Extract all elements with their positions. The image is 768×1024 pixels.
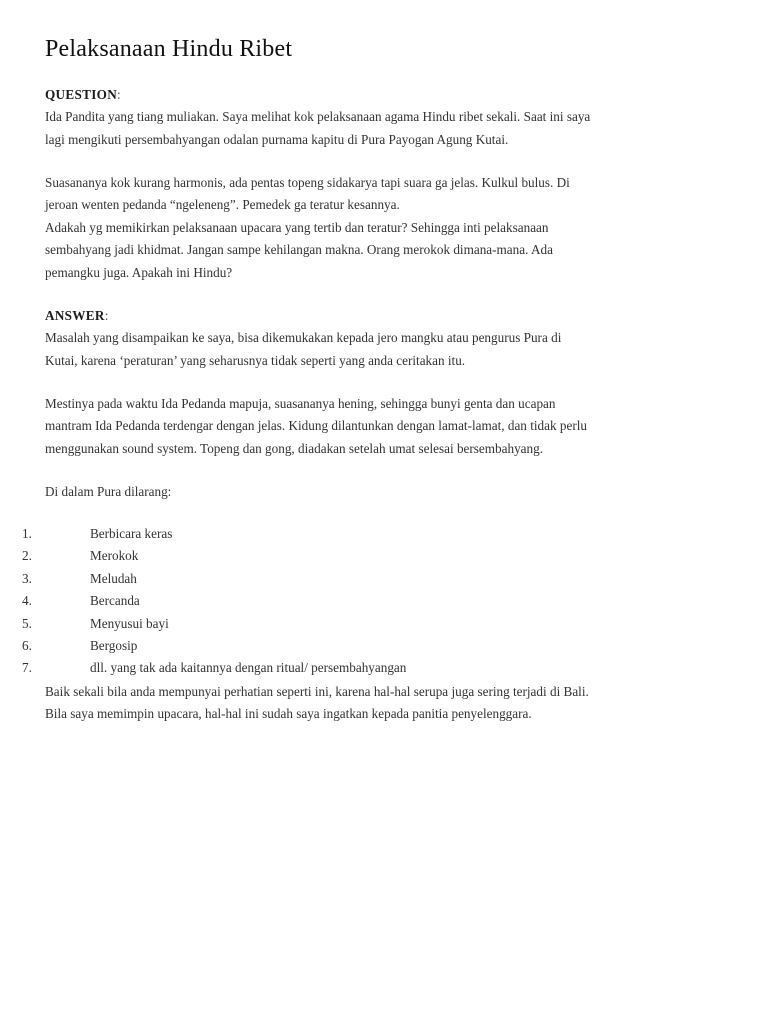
answer-colon: : bbox=[104, 308, 109, 323]
list-number: 4. bbox=[22, 593, 32, 609]
question-line: pemangku juga. Apakah ini Hindu? bbox=[45, 264, 233, 280]
page-title: Pelaksanaan Hindu Ribet bbox=[45, 36, 293, 62]
answer-line: Kutai, karena ‘peraturan’ yang seharusnya tidak seperti yang anda ceritakan itu. bbox=[45, 352, 466, 368]
list-number: 5. bbox=[22, 615, 32, 631]
closing-line: Baik sekali bila anda mempunyai perhatian seperti ini, karena hal-hal serupa juga sering terjadi di Bali. bbox=[45, 684, 589, 699]
answer-line: Masalah yang disampaikan ke saya, bisa dikemukakan kepada jero mangku atau pengurus Pura di bbox=[45, 330, 562, 346]
closing-paragraph bbox=[45, 681, 735, 726]
question-section bbox=[45, 84, 735, 151]
question-paragraph-2 bbox=[45, 172, 735, 284]
question-line: jeroan wenten pedanda “ngeleneng”. Pemedek ga teratur kesannya. bbox=[45, 197, 400, 213]
list-number: 1. bbox=[22, 526, 32, 541]
list-item-text: Merokok bbox=[90, 548, 139, 564]
list-number: 2. bbox=[22, 548, 32, 564]
list-item-text: Bercanda bbox=[90, 593, 140, 609]
question-line: Ida Pandita yang tiang muliakan. Saya melihat kok pelaksanaan agama Hindu ribet sekali. Saat ini saya bbox=[45, 109, 591, 125]
list-item-text: dll. yang tak ada kaitannya dengan ritual/ persembahyangan bbox=[90, 660, 407, 676]
list-item-text: Meludah bbox=[90, 570, 137, 586]
question-label: QUESTION bbox=[45, 87, 118, 102]
answer-label: ANSWER bbox=[45, 308, 105, 323]
question-line: sembahyang jadi khidmat. Jangan sampe kehilangan makna. Orang merokok dimana-mana. Ada bbox=[45, 242, 553, 258]
list-item-text: Menyusui bayi bbox=[90, 615, 169, 631]
answer-line: Mestinya pada waktu Ida Pedanda mapuja, suasananya hening, sehingga bunyi genta dan ucapan bbox=[45, 396, 556, 411]
list-item-text: Bergosip bbox=[90, 637, 138, 653]
answer-line: mantram Ida Pedanda terdengar dengan jelas. Kidung dilantunkan dengan lamat-lamat, dan tidak perlu bbox=[45, 418, 587, 434]
question-line: lagi mengikuti persembahyangan odalan purnama kapitu di Pura Payogan Agung Kutai. bbox=[45, 131, 509, 147]
answer-heading bbox=[45, 305, 735, 327]
list-number: 3. bbox=[22, 570, 32, 586]
prohibited-intro bbox=[45, 481, 735, 503]
prohibited-intro-text: Di dalam Pura dilarang: bbox=[45, 484, 172, 499]
list-number: 7. bbox=[22, 660, 32, 676]
answer-paragraph-2 bbox=[45, 393, 735, 460]
answer-section bbox=[45, 305, 735, 372]
question-line: Adakah yg memikirkan pelaksanaan upacara yang tertib dan teratur? Sehingga inti pelaksanaan bbox=[45, 219, 549, 235]
question-line: Suasananya kok kurang harmonis, ada pentas topeng sidakarya tapi suara ga jelas. Kulkul bulus. Di bbox=[45, 175, 570, 190]
list-item-text: Berbicara keras bbox=[90, 526, 173, 541]
question-heading bbox=[45, 84, 735, 106]
list-number: 6. bbox=[22, 637, 32, 653]
closing-line: Bila saya memimpin upacara, hal-hal ini sudah saya ingatkan kepada panitia penyelenggara. bbox=[45, 706, 532, 722]
question-colon: : bbox=[117, 87, 121, 102]
answer-line: menggunakan sound system. Topeng dan gong, diadakan setelah umat selesai bersembahyang. bbox=[45, 440, 544, 456]
